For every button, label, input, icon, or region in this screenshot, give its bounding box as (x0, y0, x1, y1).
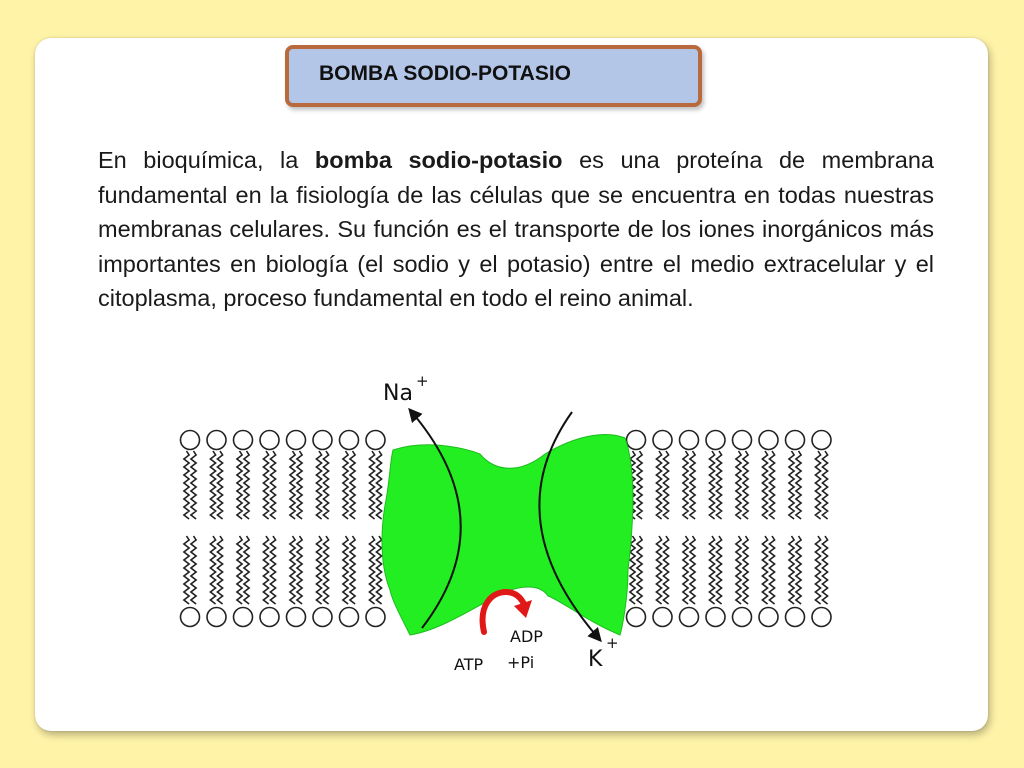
lipid-bilayer-right (627, 431, 832, 627)
phospholipid-tail (316, 451, 321, 519)
phospholipid-head (680, 608, 699, 627)
phospholipid-head (340, 431, 359, 450)
phospholipid-head (786, 608, 805, 627)
phospholipid-tail (369, 536, 374, 604)
phospholipid-head (812, 608, 831, 627)
phospholipid-tail (376, 451, 381, 519)
phospholipid-tail (709, 451, 714, 519)
phospholipid-tail (663, 536, 668, 604)
phospholipid-tail (343, 536, 348, 604)
phospholipid-head (313, 608, 332, 627)
paragraph-rest: es una proteína de membrana fundamental en la fisiología de las células que se encuentra en todas nuestras membranas celulares. Su función es el transporte de los iones inorgánicos más importantes en biología (el sodio y el potasio) entre el medio extracelular y el citoplasma, proceso fundamental en todo el reino animal. (98, 147, 935, 311)
phospholipid-tail (656, 451, 661, 519)
phospholipid-head (260, 608, 279, 627)
phospholipid-head (207, 608, 226, 627)
phospholipid-tail (270, 451, 275, 519)
phospholipid-tail (210, 451, 215, 519)
phospholipid-tail (796, 451, 801, 519)
phospholipid-tail (316, 536, 321, 604)
phospholipid-tail (736, 536, 741, 604)
sodium-charge: + (416, 372, 429, 390)
phospholipid-head (733, 608, 752, 627)
phospholipid-tail (369, 451, 374, 519)
phospholipid-tail (343, 451, 348, 519)
paragraph-intro: En bioquímica, la (98, 147, 315, 173)
phospholipid-tail (663, 451, 668, 519)
phospholipid-tail (323, 536, 328, 604)
phospholipid-tail (350, 536, 355, 604)
phospholipid-tail (815, 536, 820, 604)
sodium-label: Na (383, 381, 413, 406)
phospholipid-tail (690, 536, 695, 604)
phospholipid-tail (683, 536, 688, 604)
phospholipid-head (287, 431, 306, 450)
phospholipid-tail (762, 536, 767, 604)
lipid-bilayer-left (181, 431, 386, 627)
phospholipid-tail (637, 451, 642, 519)
phospholipid-head (287, 608, 306, 627)
phospholipid-tail (743, 536, 748, 604)
slide-title: BOMBA SODIO-POTASIO (319, 62, 571, 85)
phospholipid-tail (822, 451, 827, 519)
phospholipid-tail (376, 536, 381, 604)
phospholipid-tail (244, 536, 249, 604)
phospholipid-tail (244, 451, 249, 519)
phospholipid-head (627, 431, 646, 450)
phospholipid-tail (323, 451, 328, 519)
phospholipid-head (627, 608, 646, 627)
phospholipid-tail (263, 451, 268, 519)
phospholipid-tail (769, 536, 774, 604)
phospholipid-tail (656, 536, 661, 604)
phospholipid-tail (789, 536, 794, 604)
phospholipid-head (759, 608, 778, 627)
phospholipid-tail (690, 451, 695, 519)
phospholipid-head (234, 608, 253, 627)
atp-hydrolysis-arrow (483, 592, 524, 632)
pump-protein (382, 435, 633, 635)
phospholipid-head (786, 431, 805, 450)
phospholipid-tail (297, 536, 302, 604)
phospholipid-head (812, 431, 831, 450)
phospholipid-tail (237, 536, 242, 604)
phospholipid-tail (297, 451, 302, 519)
phospholipid-head (366, 431, 385, 450)
phospholipid-head (653, 608, 672, 627)
phospholipid-tail (191, 451, 196, 519)
phospholipid-head (733, 431, 752, 450)
phospholipid-head (366, 608, 385, 627)
potassium-label: K (588, 647, 603, 672)
phospholipid-tail (716, 451, 721, 519)
phospholipid-head (706, 608, 725, 627)
phospholipid-head (653, 431, 672, 450)
phospholipid-tail (796, 536, 801, 604)
phospholipid-tail (263, 536, 268, 604)
phospholipid-tail (822, 536, 827, 604)
phospholipid-head (234, 431, 253, 450)
atp-label: ATP (454, 655, 484, 674)
phospholipid-tail (815, 451, 820, 519)
phospholipid-tail (762, 451, 767, 519)
phospholipid-tail (736, 451, 741, 519)
phospholipid-tail (290, 451, 295, 519)
phospholipid-head (340, 608, 359, 627)
phospholipid-head (260, 431, 279, 450)
adp-label: ADP (510, 627, 543, 646)
paragraph-bold-term: bomba sodio-potasio (314, 147, 563, 173)
phospholipid-tail (769, 451, 774, 519)
phospholipid-tail (290, 536, 295, 604)
phospholipid-tail (350, 451, 355, 519)
phospholipid-tail (217, 536, 222, 604)
phospholipid-tail (789, 451, 794, 519)
phospholipid-tail (191, 536, 196, 604)
phospholipid-head (680, 431, 699, 450)
phospholipid-tail (637, 536, 642, 604)
phospholipid-head (207, 431, 226, 450)
phospholipid-tail (184, 451, 189, 519)
phospholipid-tail (184, 536, 189, 604)
phospholipid-head (181, 608, 200, 627)
phospholipid-tail (683, 451, 688, 519)
phospholipid-tail (716, 536, 721, 604)
phospholipid-head (759, 431, 778, 450)
phospholipid-head (181, 431, 200, 450)
phospholipid-tail (270, 536, 275, 604)
phospholipid-tail (217, 451, 222, 519)
phospholipid-tail (237, 451, 242, 519)
phospholipid-tail (709, 536, 714, 604)
phospholipid-head (706, 431, 725, 450)
pi-label: +Pi (507, 653, 535, 672)
phospholipid-tail (210, 536, 215, 604)
phospholipid-head (313, 431, 332, 450)
potassium-charge: + (606, 634, 619, 652)
phospholipid-tail (743, 451, 748, 519)
